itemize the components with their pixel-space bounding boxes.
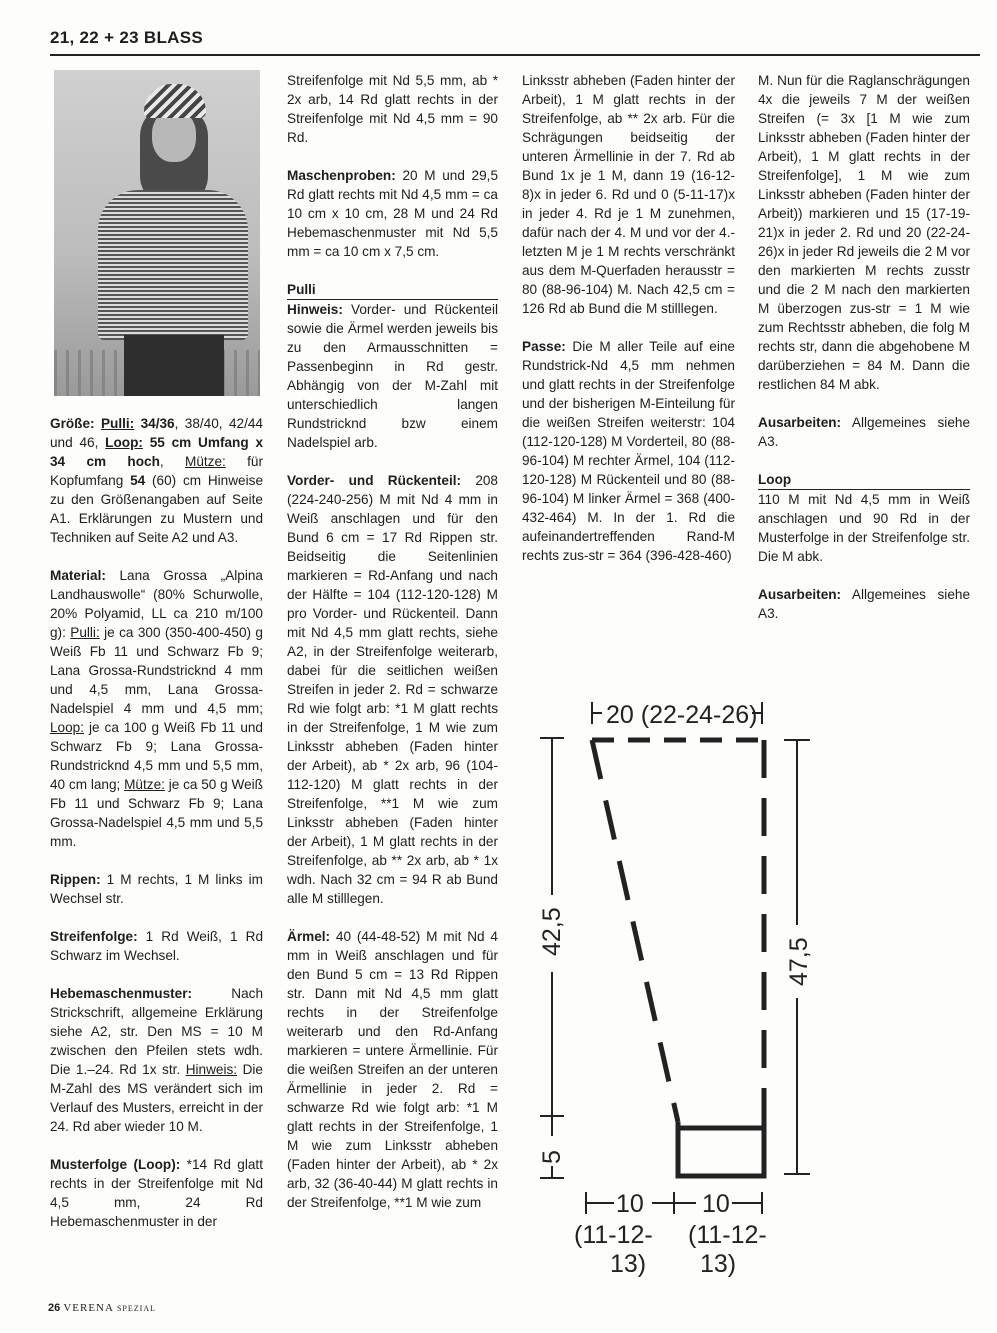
size-paragraph: Größe: Pulli: 34/36, 38/40, 42/44 und 46, Loop: 55 cm Umfang x 34 cm hoch, Mütze: für Kopfumfang 54 (60) cm Hinweise zu den Größenangaben auf Seite A1. Erklärungen zu Mustern und Techniken auf Seite A2 und A3. [50,416,264,545]
dim-bottom-right-sub2: 13) [700,1250,737,1278]
loop-label: Loop: [105,435,143,450]
finishing-paragraph-2 [758,585,970,623]
size-text: , 38/40, 42/44 und 46, [50,416,263,450]
finishing-label-2: Ausarbeiten: [758,587,842,602]
material-pulli-label: Pulli: [70,625,100,640]
material-text-3: je ca 100 g Weiß Fb 11 und Schwarz Fb 9; Lana Grossa-Rundstricknd 4,5 mm und 5,5 mm, 40 cm lang; [50,720,263,792]
page-number: 26 [48,1302,61,1314]
material-loop-label: Loop: [50,720,85,735]
material-text-4: je ca 50 g Weiß Fb 11 und Schwarz Fb 9; Lana Grossa-Nadelspiel 4,5 mm und 5,5 mm. [50,777,263,849]
column-3 [522,71,735,584]
slip-stitch-text-2: Die M-Zahl des MS verändert sich im Verlauf des Musters, erreicht in der 24. Rd aber wieder 10 M. [50,1062,263,1134]
size-label: Größe: [50,416,95,431]
stripe-text: 1 Rd Weiß, 1 Rd Schwarz im Wechsel. [50,929,263,963]
yoke-label: Passe: [522,339,566,354]
pulli-heading: Pulli [287,280,498,300]
dim-right-label: 47,5 [785,937,813,986]
hat-label: Mütze: [185,454,226,469]
rib-paragraph [50,870,263,908]
page-title: 21, 22 + 23 BLASS [50,28,203,47]
finishing-label: Ausarbeiten: [758,415,842,430]
sleeve-label: Ärmel: [287,929,331,944]
column-1 [50,414,263,1250]
column-2 [287,71,498,1231]
gauge-label: Maschenproben: [287,168,396,183]
pattern-sequence-paragraph [50,1155,263,1231]
front-back-paragraph [287,471,498,908]
dim-bottom-left-sub2: 13) [610,1250,647,1278]
size-value: 34/36 [140,416,175,431]
col2-continuation: Streifenfolge mit Nd 5,5 mm, ab * 2x arb, 14 Rd glatt rechts in der Streifenfolge mit Nd 4,5 mm = 90 Rd. [287,73,498,145]
rib-label: Rippen: [50,872,101,887]
stripe-paragraph [50,927,263,965]
pulli-note-label: Hinweis: [287,302,343,317]
gauge-text: 20 M und 29,5 Rd glatt rechts mit Nd 4,5 mm = ca 10 cm x 10 cm, 28 M und 24 Rd Hebemaschenmuster mit Nd 5,5 mm = ca 10 cm x 7,5 cm. [287,168,498,259]
slip-stitch-paragraph [50,984,263,1136]
yoke-text: Die M aller Teile auf eine Rundstrick-Nd 4,5 mm nehmen und glatt rechts in der Streifenfolge und der bisherigen M-Einteilung für die weißen Streifen weiterstr: 104 (112-120-128) M Vorderteil, 80 (88-96-104) M rechter Ärmel, 104 (112-120-128) M Rückenteil und 80 (88-96-104) M linker Ärmel = 368 (400-432-464) M. In der 1. Rd die aufeinandertreffenden Rand-M rechts zus-str = 364 (396-428-460) [522,339,735,563]
front-back-text: 208 (224-240-256) M mit Nd 4 mm in Weiß anschlagen und für den Bund 6 cm = 17 Rd Rippen str. Beidseitig die Seitenlinien markieren = Rd-Anfang und nach der Hälfte = 104 (112-120-128) M pro Vorder- und Rückenteil. Dann mit Nd 4,5 mm glatt rechts, siehe A2, in der Streifenfolge weiterarb, dabei für die seitlichen weißen Streifen in jeder 2. Rd = schwarze Rd wie folgt arb: *1 M glatt rechts in der Streifenfolge, 1 M wie zum Linksstr abheben (Faden hinter der Arbeit), ab * 2x arb, 96 (104-112-120) M glatt rechts in der Streifenfolge, **1 M wie zum Linksstr abheben (Faden hinter der Arbeit), 1 M glatt rechts in der Streifenfolge, ab ** 2x arb, ab * 1x wdh. Nach 32 cm = 94 R ab Bund alle M stilllegen. [287,473,498,906]
pulli-label: Pulli: [100,416,135,431]
sleeve-text: 40 (44-48-52) M mit Nd 4 mm in Weiß anschlagen und für den Bund 5 cm = 13 Rd Rippen str. Dann mit Nd 4,5 mm glatt rechts in der Streifenfolge weiterarb und den Rd-Anfang markieren = untere Ärmellinie. Für die weißen Streifen an der unteren Ärmellinie in jeder 2. Rd = schwarze Rd wie folgt arb: *1 M glatt rechts in der Streifenfolge, 1 M wie zum Linksstr abheben (Faden hinter der Arbeit), ab * 2x arb, 32 (36-40-44) M glatt rechts in der Streifenfolge, **1 M wie zum [287,929,498,1210]
dim-top-label: 20 (22-24-26) [606,701,758,729]
sleeve-schematic [520,690,820,1290]
pattern-sequence-text: *14 Rd glatt rechts in der Streifenfolge mit Nd 4,5 mm, 24 Rd Hebemaschenmuster in der [50,1157,263,1229]
yoke-paragraph [522,337,735,565]
finishing-text-2: Allgemeines siehe A3. [758,587,971,621]
loop-heading: Loop [758,470,970,490]
note-label: Hinweis: [185,1062,238,1077]
material-label: Material: [50,568,106,583]
finishing-paragraph [758,413,970,451]
loop-section [758,470,970,566]
sweater-graphic [98,190,248,340]
size-text-2: für Kopfumfang [50,454,263,488]
material-text-2: je ca 300 (350-400-450) g Weiß Fb 11 und Schwarz Fb 9; Lana Grossa-Rundstricknd 4 mm und 4,5 mm, Lana Grossa-Nadelspiel 4 mm und 4,5 mm; [50,625,263,716]
dim-cuff-label: 5 [538,1150,566,1164]
column-4 [758,71,970,642]
material-hat-label: Mütze: [124,777,165,792]
dim-bottom-left-sub1: (11-12- [574,1221,653,1249]
skirt-graphic [124,335,224,396]
pattern-sequence-label: Musterfolge (Loop): [50,1157,181,1172]
model-photo [54,70,260,396]
head-size: 54 [130,473,146,488]
material-paragraph [50,566,263,851]
pulli-note-text: Vorder- und Rückenteil sowie die Ärmel werden jeweils bis zu den Armausschnitten = Passenbeginn in Rd gestr. Abhängig von der M-Zahl mit unterschiedlich langen Rundstricknd bzw einem Nadelspiel arb. [287,302,498,450]
page-footer [48,1302,156,1314]
loop-text: 110 M mit Nd 4,5 mm in Weiß anschlagen und 90 Rd in der Musterfolge in der Streifenfolge str. Die M abk. [758,492,970,564]
slip-stitch-label: Hebemaschenmuster: [50,986,193,1001]
gauge-paragraph [287,166,498,261]
magazine-name: VERENA [63,1302,114,1314]
material-text: Lana Grossa „Alpina Landhauswolle“ (80% Schurwolle, 20% Polyamid, LL ca 210 m/100 g): [50,568,263,640]
dim-bottom-right-sub1: (11-12- [688,1221,767,1249]
slip-stitch-text: Nach Strickschrift, allgemeine Erklärung siehe A2, str. Den MS = 10 M zwischen den Pfeilen stets wdh. Die 1.–24. Rd 1x str. [50,986,263,1077]
finishing-text: Allgemeines siehe A3. [758,415,971,449]
dim-bottom-left-label: 10 [616,1190,644,1218]
hat-graphic [144,84,206,118]
stripe-label: Streifenfolge: [50,929,138,944]
dim-left-label: 42,5 [538,907,566,956]
sleeve-paragraph [287,927,498,1212]
size-text-3: (60) cm Hinweise zu den Größenangaben auf Seite A1. Erklärungen zu Mustern und Techniken auf Seite A2 und A3. [50,473,263,545]
col3-continuation: Linksstr abheben (Faden hinter der Arbeit), 1 M glatt rechts in der Streifenfolge, ab ** 2x arb. Für die Schrägungen beidseitig der unteren Ärmellinie in der 7. Rd ab Bund 1x je 1 M, dann 19 (16-12-8)x in jeder 6. Rd und 0 (5-11-17)x in jeder 4. Rd je 1 M zunehmen, dafür nach der 4. M und vor der 4.-letzten M je 1 M rechts verschränkt aus dem M-Querfaden herausstr = 80 (88-96-104) M. Nach 42,5 cm = 126 Rd ab Bund die M stilllegen. [522,73,735,316]
loop-value: 55 cm Umfang x 34 cm hoch [50,435,264,469]
page-header [50,28,980,56]
front-back-label: Vorder- und Rückenteil: [287,473,462,488]
magazine-edition: SPEZIAL [116,1304,156,1313]
dim-bottom-right-label: 10 [702,1190,730,1218]
schematic-slanted-edge [592,740,678,1122]
pulli-section [287,280,498,452]
col4-continuation: M. Nun für die Raglanschrägungen 4x die jeweils 7 M der weißen Streifen (= 3x [1 M wie zum Linksstr abheben (Faden hinter der Arbeit), 1 M glatt rechts in der Streifenfolge], 1 M wie zum Linksstr abheben (Faden hinter der Arbeit)) markieren und 15 (17-19-21)x in jeder 2. Rd und 20 (22-24-26)x in jeder Rd jeweils die 2 M vor den markierten M rechts zusstr und die 2 M nach den markierten M überzogen zus-str = 1 M wie zum Rechtsstr abheben, die folg M rechts str, dann die abgehobene M darüberziehen = 84 M. Dann die restlichen 84 M abk. [758,73,970,392]
rib-text: 1 M rechts, 1 M links im Wechsel str. [50,872,263,906]
